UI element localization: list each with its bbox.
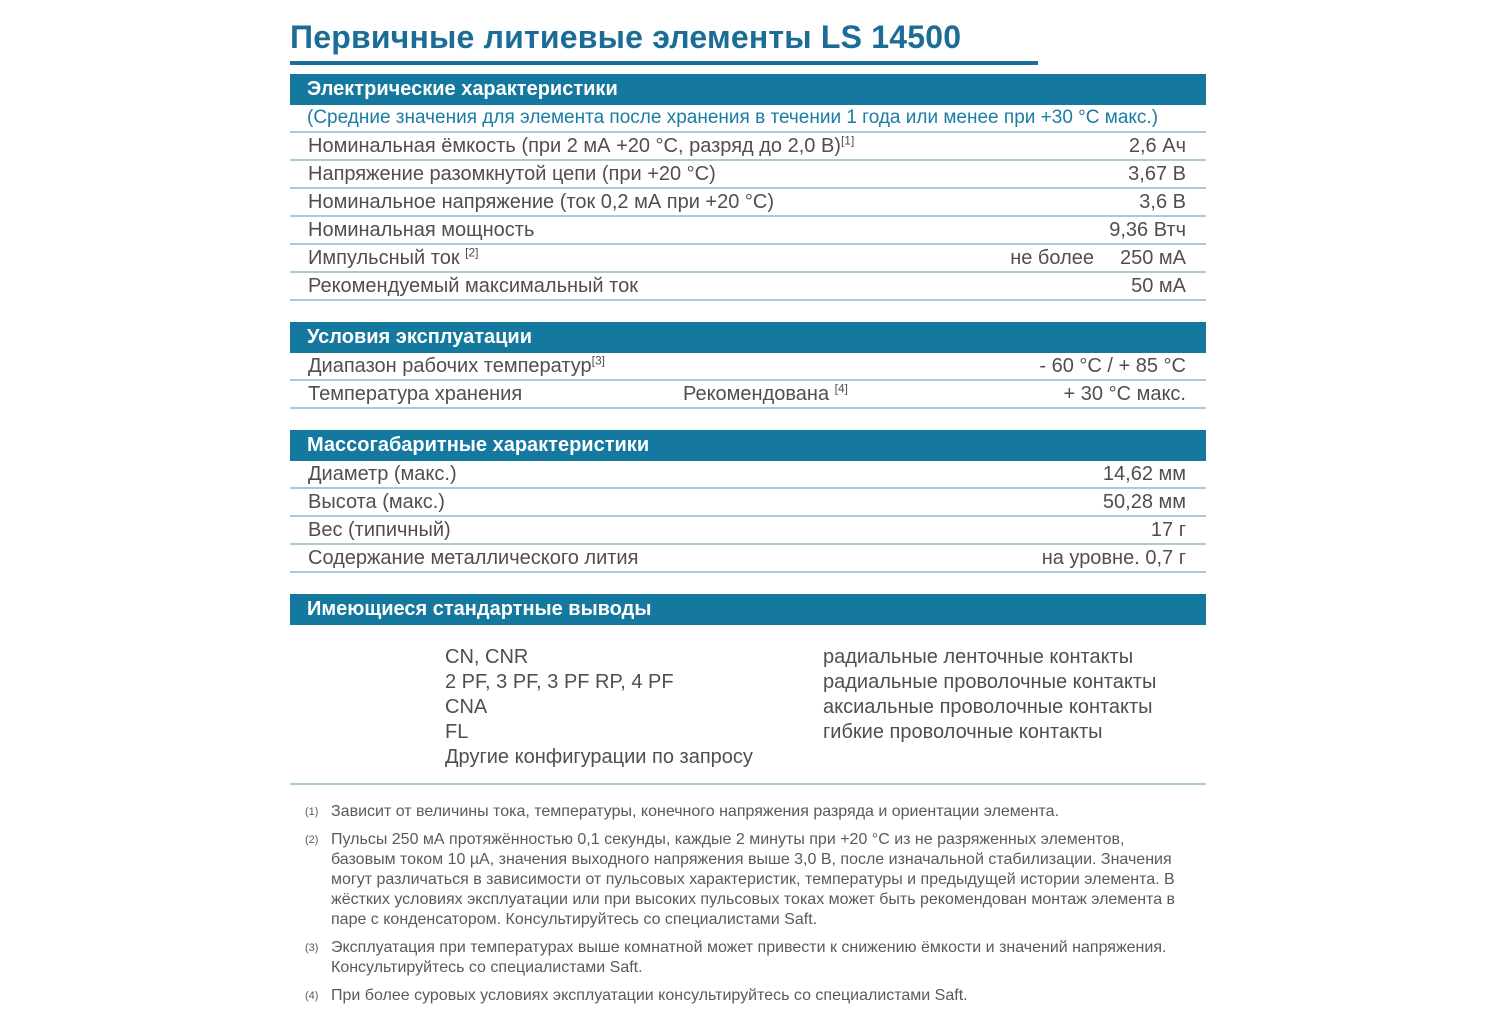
- spec-value: 250 мА: [1119, 246, 1186, 269]
- termination-item: [445, 720, 1206, 745]
- spec-qualifier: не более: [1010, 246, 1094, 269]
- footnote-text: При более суровых условиях эксплуатации консультируйтесь со специалистами Saft.: [331, 987, 968, 1004]
- spec-label: Рекомендуемый максимальный ток: [308, 274, 638, 297]
- spec-row-pulse-current: [290, 245, 1206, 273]
- termination-description: аксиальные проволочные контакты: [823, 696, 1153, 718]
- spec-row-open-circuit-voltage: [290, 161, 1206, 189]
- spec-qualifier: Рекомендована [4]: [683, 380, 848, 405]
- spec-label: Вес (типичный): [308, 518, 451, 541]
- termination-item: [445, 695, 1206, 720]
- spec-row-nominal-capacity: [290, 133, 1206, 161]
- section-header-terminations: Имеющиеся стандартные выводы: [290, 594, 1206, 625]
- spec-row-lithium-content: [290, 545, 1206, 573]
- footnote-text: Эксплуатация при температурах выше комнатной может привести к снижению ёмкости и значений напряжения. Консультируйтесь со специалистами Saft.: [331, 939, 1167, 976]
- spec-label: Диапазон рабочих температур[3]: [308, 352, 605, 377]
- spec-label: Температура хранения: [308, 382, 523, 405]
- spec-row-max-recommended-current: [290, 273, 1206, 301]
- footnote-ref: [1]: [840, 132, 855, 147]
- spec-value: 17 г: [1150, 518, 1186, 541]
- spec-row-height: [290, 489, 1206, 517]
- footnote-text: Пульсы 250 мА протяжённостью 0,1 секунды, каждые 2 минуты при +20 °C из не разряженных элементов, базовым током 10 µА, значения выходного напряжения выше 3,0 В, после изначальной стабилизации. Значения могут различаться в зависимости от пульсовых характеристик, температуры и предыдущей истории элемента. В жёстких условиях эксплуатации или при высоких пульсовых токах может быть рекомендован монтаж элемента в паре с конденсатором. Консультируйтесь со специалистами Saft.: [331, 831, 1176, 928]
- footnote-1: [305, 802, 1177, 822]
- footnote-2: [305, 830, 1177, 930]
- termination-description: гибкие проволочные контакты: [823, 721, 1103, 743]
- spec-row-nominal-energy: [290, 217, 1206, 245]
- spec-label: Содержание металлического лития: [308, 546, 639, 569]
- termination-code: FL: [445, 721, 469, 743]
- spec-value: 2,6 Ач: [1128, 134, 1186, 157]
- spec-value: на уровне. 0,7 г: [1041, 546, 1186, 569]
- termination-code: 2 PF, 3 PF, 3 PF RP, 4 PF: [445, 671, 674, 693]
- footnote-marker: (2): [305, 834, 319, 846]
- spec-label: Номинальное напряжение (ток 0,2 мА при +20 °C): [308, 190, 775, 213]
- electrical-conditions-note: (Средние значения для элемента после хранения в течении 1 года или менее при +30 °C макс.): [290, 105, 1206, 133]
- footnote-4: [305, 986, 1177, 1006]
- termination-description: радиальные проволочные контакты: [823, 671, 1157, 693]
- footnote-ref: [4]: [834, 380, 848, 395]
- spec-label: Импульсный ток [2]: [308, 244, 479, 269]
- spec-value: 50,28 мм: [1102, 490, 1186, 513]
- termination-description: радиальные ленточные контакты: [823, 646, 1134, 668]
- datasheet-page: [290, 16, 1206, 1006]
- footnote-ref: [2]: [465, 244, 479, 259]
- section-header-physical: Массогабаритные характеристики: [290, 430, 1206, 461]
- spec-label: Диаметр (макс.): [308, 462, 457, 485]
- spec-label: Номинальная мощность: [308, 218, 535, 241]
- footnote-text: Зависит от величины тока, температуры, конечного напряжения разряда и ориентации элемента.: [331, 803, 1060, 820]
- spec-value: 14,62 мм: [1102, 462, 1186, 485]
- spec-label: Номинальная ёмкость (при 2 мА +20 °C, разряд до 2,0 В)[1]: [308, 132, 855, 157]
- spec-row-storage-temperature: [290, 381, 1206, 409]
- footnote-marker: (1): [305, 806, 319, 818]
- termination-item: [445, 670, 1206, 695]
- section-header-electrical: Электрические характеристики: [290, 74, 1206, 105]
- footnote-3: [305, 938, 1177, 978]
- termination-code: CNA: [445, 696, 488, 718]
- footnotes: [290, 802, 1206, 1006]
- termination-code: Другие конфигурации по запросу: [445, 746, 753, 768]
- footnote-marker: (3): [305, 942, 319, 954]
- section-header-operating: Условия эксплуатации: [290, 322, 1206, 353]
- termination-code: CN, CNR: [445, 646, 529, 668]
- spec-value: 9,36 Втч: [1109, 218, 1186, 241]
- spec-row-weight: [290, 517, 1206, 545]
- spec-value: - 60 °C / + 85 °C: [1039, 354, 1186, 377]
- divider: [290, 783, 1206, 785]
- footnote-marker: (4): [305, 990, 319, 1002]
- title-underline: [290, 61, 1038, 65]
- spec-label: Напряжение разомкнутой цепи (при +20 °C): [308, 162, 716, 185]
- spec-row-diameter: [290, 461, 1206, 489]
- spec-value: 3,6 В: [1139, 190, 1186, 213]
- spec-label: Высота (макс.): [308, 490, 445, 513]
- spec-row-operating-temperature: [290, 353, 1206, 381]
- footnote-ref: [3]: [591, 352, 605, 367]
- spec-row-nominal-voltage: [290, 189, 1206, 217]
- termination-item: [445, 745, 1206, 770]
- spec-value: 3,67 В: [1128, 162, 1186, 185]
- terminations-list: [290, 625, 1206, 770]
- termination-item: [445, 645, 1206, 670]
- spec-value: + 30 °C макс.: [1063, 382, 1186, 405]
- spec-value: 50 мА: [1131, 274, 1186, 297]
- termination-description: [823, 745, 1206, 770]
- page-title: Первичные литиевые элементы LS 14500: [290, 19, 962, 55]
